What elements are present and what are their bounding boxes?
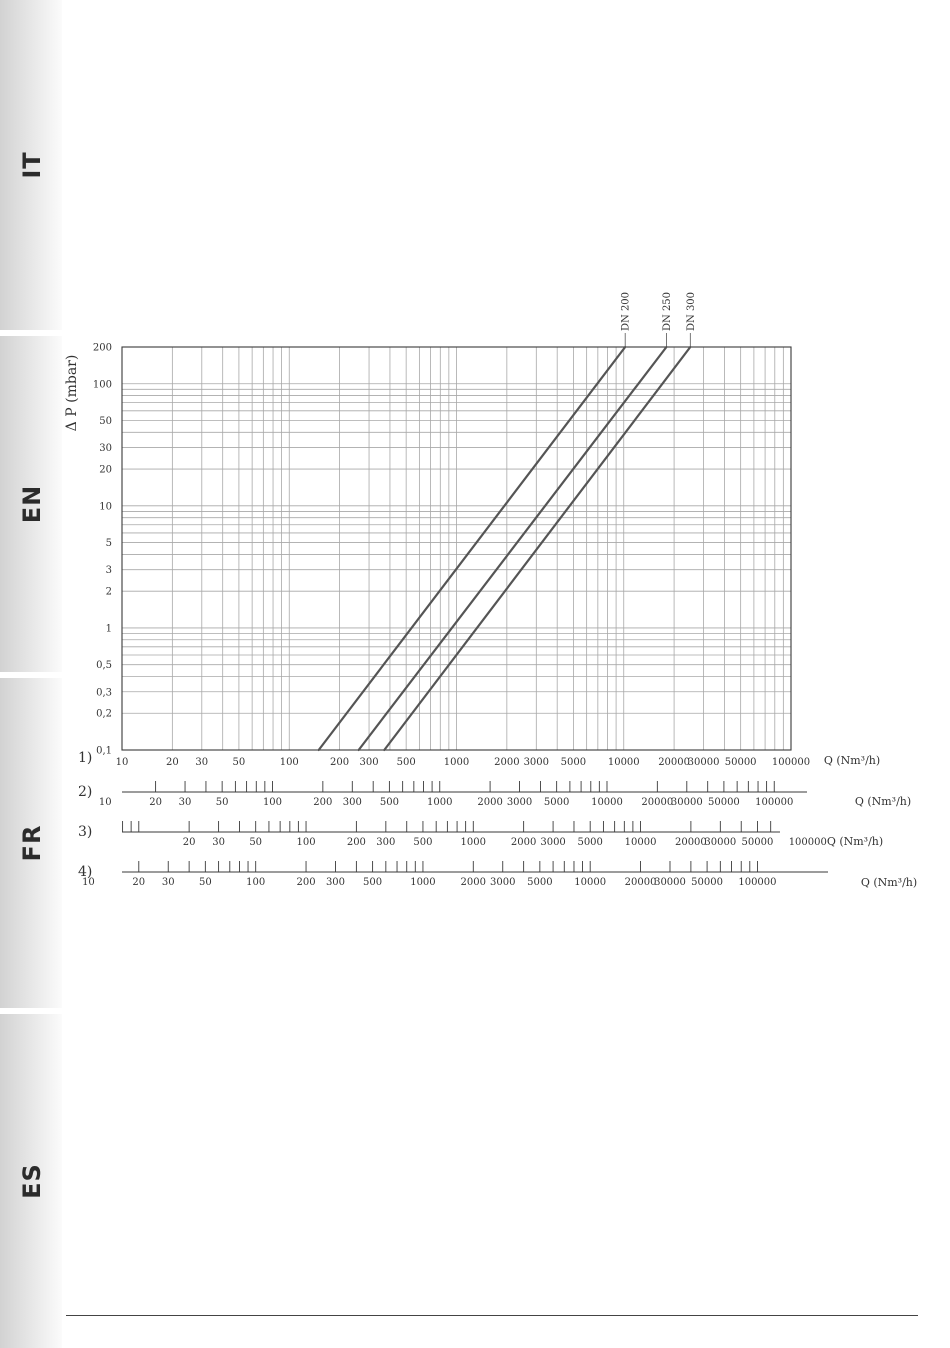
scale-tick-label: 20000	[674, 837, 707, 848]
scale-tick-label: 50	[215, 797, 229, 808]
x-tick-label: 10000	[607, 757, 640, 768]
tab-label-es: ES	[18, 1163, 46, 1199]
scale-unit-label: Q (Nm³/h)	[854, 795, 912, 808]
scale-tick-label: 3000	[490, 877, 516, 888]
scale-tick-label: 50	[249, 837, 263, 848]
scale-tick-label: 50	[198, 877, 212, 888]
scale-unit-label: Q (Nm³/h)	[860, 876, 918, 889]
x-tick-label: 50000	[724, 757, 757, 768]
x-tick-label: 20	[165, 757, 179, 768]
y-tick-label: 0,2	[96, 708, 112, 720]
scale-tick-label: 100000	[755, 797, 794, 808]
y-tick-label: 10	[99, 501, 112, 513]
scale-tick-label: 30	[212, 837, 225, 848]
y-tick-label: 30	[99, 443, 112, 455]
series-line-dn-200	[319, 347, 625, 750]
scale-tick-label: 200	[313, 797, 333, 808]
scale-tick-label: 500	[363, 877, 383, 888]
scale-tick-label: 100000	[738, 877, 777, 888]
scale-tick-label: 20000	[624, 877, 657, 888]
x-tick-label: 5000	[560, 757, 587, 768]
scale-tick-label: 2000	[477, 797, 503, 808]
x-tick-label: 200	[330, 757, 350, 768]
series-line-dn-250	[359, 347, 667, 750]
y-tick-label: 50	[99, 416, 112, 428]
x-tick-label: 100	[279, 757, 299, 768]
scale-tick-label: 30	[161, 877, 175, 888]
scale-tick-label: 3000	[540, 837, 566, 848]
scale-tick-label: 5000	[527, 877, 553, 888]
y-tick-label: 20	[99, 464, 112, 476]
scale-tick-label: 2000	[460, 877, 487, 888]
scale-tick-label: 20	[149, 797, 162, 808]
scale-number: 1)	[78, 750, 93, 766]
scale-tick-label: 3000	[506, 797, 533, 808]
scale-tick-label: 500	[413, 837, 433, 848]
scale-tick-label: 100	[262, 797, 283, 808]
scale-tick-label: 50000	[741, 837, 774, 848]
y-tick-label: 1	[105, 623, 112, 635]
y-tick-label: 0,5	[96, 660, 112, 672]
scale-tick-label: 10000	[574, 877, 607, 888]
scale-tick-label: 500	[379, 797, 399, 808]
scale-tick-label: 2000	[510, 837, 537, 848]
scale-tick-label: 300	[376, 837, 396, 848]
scale-tick-label: 1000	[460, 837, 487, 848]
series-label: DN 200	[620, 291, 632, 331]
y-tick-label: 100	[92, 379, 112, 391]
scale-unit-label: Q (Nm³/h)	[826, 835, 884, 848]
x-tick-label: 30000	[687, 757, 720, 768]
scale-tick-label: 10	[82, 877, 95, 888]
x-tick-label: 10	[115, 757, 129, 768]
series-line-dn-300	[384, 347, 690, 750]
tab-label-en: EN	[18, 484, 46, 524]
scale-tick-label: 1000	[427, 797, 453, 808]
x-axis-label: Q (Nm³/h)	[823, 754, 881, 767]
x-tick-label: 3000	[523, 757, 550, 768]
x-tick-label: 100000	[771, 757, 811, 768]
series-label: DN 300	[685, 291, 697, 331]
scale-tick-label: 10000	[591, 797, 623, 808]
scale-tick-label: 30	[178, 797, 192, 808]
scale-tick-label: 20000	[641, 797, 674, 808]
y-tick-label: 0,3	[96, 687, 112, 699]
x-tick-label: 50	[232, 757, 246, 768]
x-tick-label: 2000	[494, 757, 520, 768]
scale-tick-label: 50000	[691, 877, 723, 888]
scale-tick-label: 30000	[670, 797, 703, 808]
x-tick-label: 20000	[658, 757, 691, 768]
y-tick-label: 5	[105, 538, 112, 550]
scale-tick-label: 10000	[624, 837, 657, 848]
scale-tick-label: 300	[342, 797, 362, 808]
x-tick-label: 30	[195, 757, 209, 768]
scale-tick-label: 20	[182, 837, 196, 848]
scale-tick-label: 1000	[410, 877, 436, 888]
x-tick-label: 1000	[443, 757, 470, 768]
scale-tick-label: 20	[132, 877, 146, 888]
scale-tick-label: 300	[325, 877, 346, 888]
scale-tick-label: 30000	[654, 877, 686, 888]
scale-tick-label: 5000	[543, 797, 570, 808]
scale-number: 4)	[78, 864, 93, 880]
scale-tick-label: 10	[98, 797, 112, 808]
scale-number: 3)	[78, 824, 93, 840]
x-tick-label: 500	[396, 757, 416, 768]
scale-tick-label: 100000	[788, 837, 827, 848]
y-tick-label: 3	[105, 565, 112, 577]
scale-tick-label: 200	[346, 837, 366, 848]
series-label: DN 250	[661, 291, 673, 331]
scale-tick-label: 100	[246, 877, 266, 888]
footer-divider	[66, 1315, 918, 1316]
y-tick-label: 200	[92, 342, 112, 354]
scale-tick-label: 5000	[577, 837, 603, 848]
scale-tick-label: 200	[296, 877, 316, 888]
tab-label-fr: FR	[18, 824, 46, 862]
scale-tick-label: 30000	[704, 837, 737, 848]
scale-tick-label: 50000	[707, 797, 740, 808]
scale-tick-label: 100	[296, 837, 316, 848]
y-tick-label: 2	[105, 586, 112, 598]
tab-label-it: IT	[18, 151, 46, 179]
scale-number: 2)	[78, 784, 93, 800]
y-tick-label: 0,1	[96, 745, 112, 757]
x-tick-label: 300	[359, 757, 379, 768]
y-axis-label: Δ P (mbar)	[64, 354, 80, 432]
